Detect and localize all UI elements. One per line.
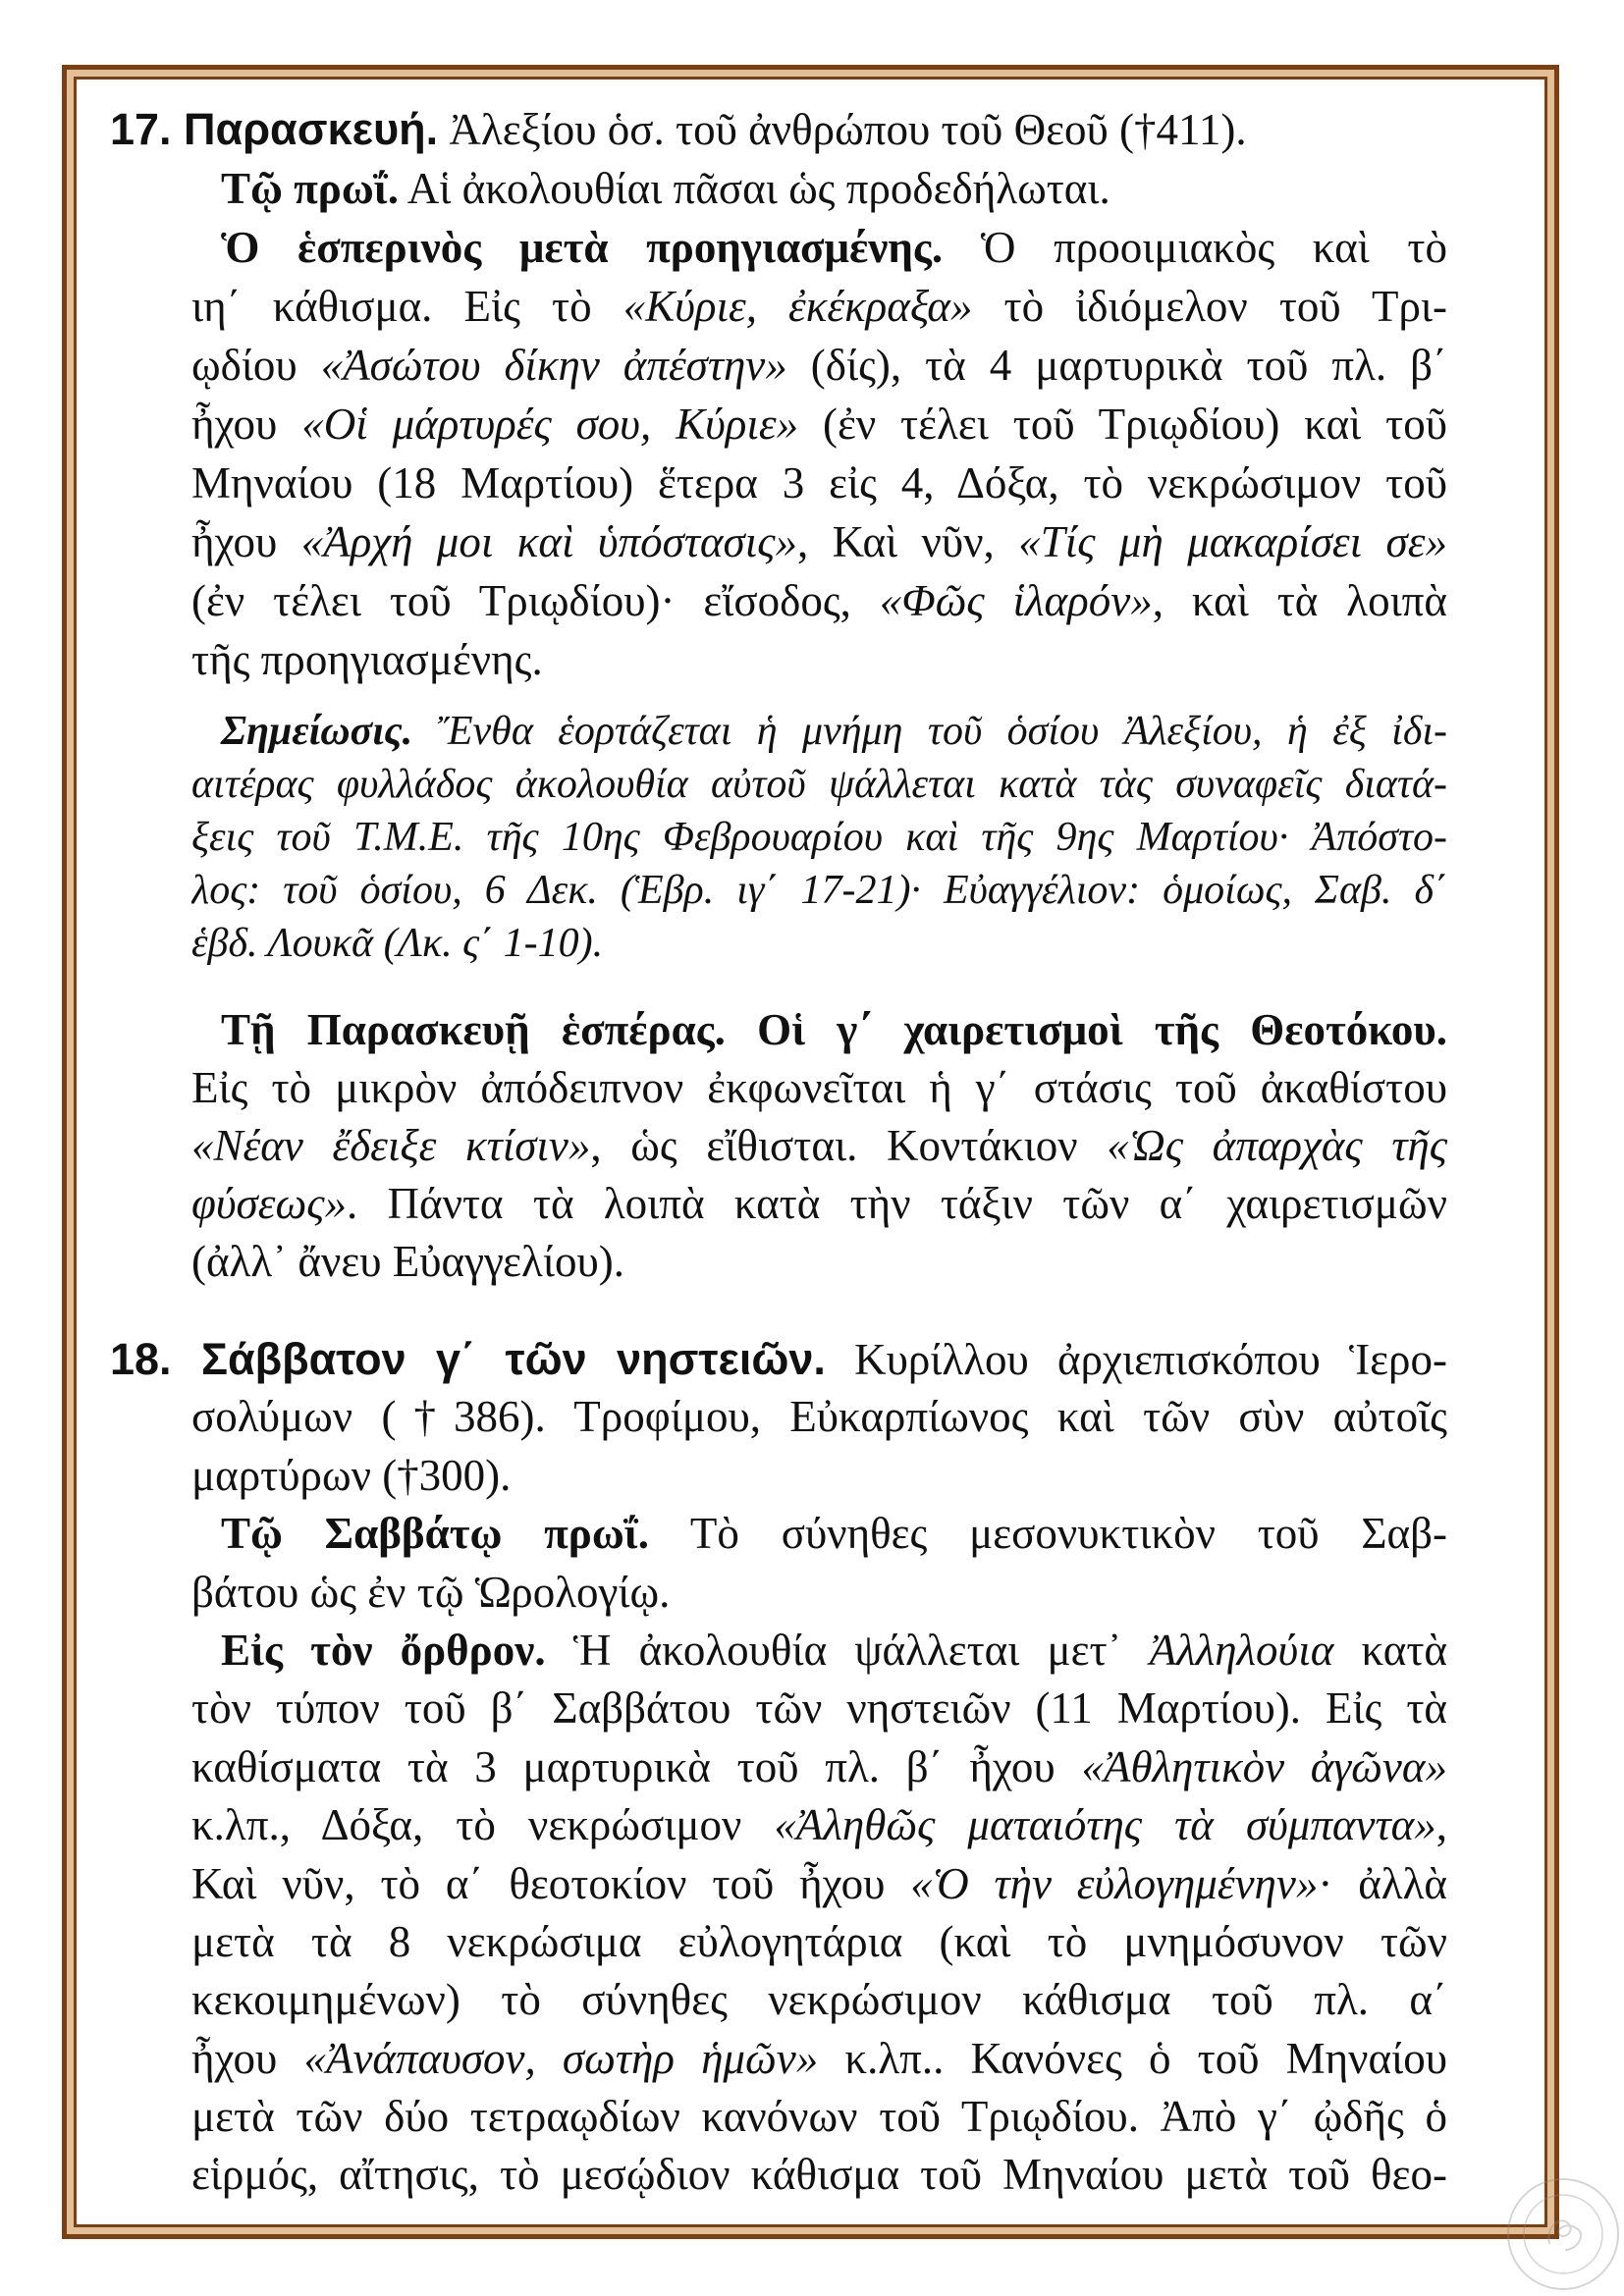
text-line	[191, 1680, 1447, 1737]
body-text: κ.λπ.. Κανόνες ὁ τοῦ Μηναίου	[818, 2033, 1447, 2083]
entry-17-note	[191, 705, 1447, 970]
stamp	[1504, 2175, 1622, 2293]
text-line	[191, 1233, 1447, 1291]
text-line	[191, 1913, 1447, 1971]
stamp-inner-ring	[1524, 2195, 1602, 2273]
text-line	[191, 2030, 1447, 2088]
document-body	[110, 100, 1447, 2205]
body-text: Καὶ νῦν, τὸ α΄ θεοτοκίον τοῦ ἦχου	[191, 1858, 911, 1908]
quotation: «Ἀρχή μοι καὶ ὑπόστασις»	[300, 517, 797, 566]
note-text: αιτέρας φυλλάδος ἀκολουθία αὐτοῦ ψάλλεται κατὰ τὰς συναφεῖς διατά-	[191, 762, 1447, 807]
text-line	[191, 571, 1447, 630]
entry-number-title: 17. Παρασκευή.	[110, 104, 439, 154]
body-text: ἦχου	[191, 2033, 304, 2083]
body-text: (ἐν τέλει τοῦ Τριῳδίου) καὶ τοῦ	[798, 400, 1447, 449]
body-text: Ἡ ἀκολουθία ψάλλεται μετ᾽	[545, 1625, 1150, 1675]
text-line	[191, 1796, 1447, 1854]
quotation: «Ἀθλητικὸν ἀγῶνα»	[1081, 1741, 1447, 1791]
body-text: (δίς), τὰ 4 μαρτυρικὰ τοῦ πλ. β΄	[786, 341, 1447, 390]
stamp-outer-ring	[1508, 2179, 1618, 2289]
body-text: Εἰς τὸ μικρὸν ἀπόδειπνον ἐκφωνεῖται ἡ γ΄ στάσις τοῦ ἀκαθίστου	[191, 1063, 1447, 1112]
body-text: σολύμων (†386). Τροφίμου, Εὐκαρπίωνος καὶ τῶν σὺν αὐτοῖς	[191, 1392, 1447, 1442]
body-text: Ὁ προοιμιακὸς καὶ τὸ	[943, 223, 1447, 272]
quotation: «Τίς μὴ μακαρίσει σε»	[1018, 517, 1447, 566]
body-text: κατὰ	[1333, 1625, 1447, 1675]
text-line	[191, 218, 1447, 277]
body-text: Κυρίλλου ἀρχιεπισκόπου Ἱερο-	[825, 1335, 1447, 1384]
note-text: ἑβδ. Λουκᾶ (Λκ. ς΄ 1-10).	[191, 921, 604, 966]
text-line	[191, 864, 1447, 917]
text-line	[191, 1117, 1447, 1175]
entry-18	[110, 1330, 1447, 2205]
body-text: ἦχου	[191, 400, 302, 449]
body-text: · ἀλλὰ	[1318, 1858, 1447, 1908]
quotation: «Ὁ τὴν εὐλογημένην»	[910, 1858, 1319, 1908]
quotation: «Φῶς ἱλαρόν»	[879, 576, 1153, 625]
body-text: , Καὶ νῦν,	[797, 517, 1019, 566]
text-line	[191, 1388, 1447, 1446]
body-text: . Πάντα τὰ λοιπὰ κατὰ τὴν τάξιν τῶν α΄ χαιρετισμῶν	[347, 1179, 1447, 1228]
text-line	[191, 630, 1447, 689]
body-text: μαρτύρων (†300).	[191, 1450, 512, 1500]
body-text: ἦχου	[191, 517, 301, 566]
stamp-emblem	[1548, 2220, 1581, 2250]
section-heading: Τῷ Σαββάτῳ πρωΐ.	[221, 1509, 649, 1559]
body-text: Μηναίου (18 Μαρτίου) ἕτερα 3 εἰς 4, Δόξα, τὸ νεκρώσιμον τοῦ	[191, 458, 1447, 507]
text-line	[110, 100, 1447, 159]
text-line	[191, 336, 1447, 395]
text-line	[191, 512, 1447, 571]
body-text: βάτου ὡς ἐν τῷ Ὡρολογίῳ.	[191, 1567, 671, 1617]
text-line	[191, 1971, 1447, 2029]
body-text: εἱρμός, αἴτησις, τὸ μεσῴδιον κάθισμα τοῦ Μηναίου μετὰ τοῦ θεο-	[191, 2150, 1447, 2200]
text-line	[191, 1001, 1447, 1059]
section-heading: Τῇ Παρασκευῇ ἑσπέρας. Οἱ γ΄ χαιρετισμοὶ τῆς Θεοτόκου.	[221, 1005, 1447, 1054]
body-text: , ὡς εἴθισται. Κοντάκιον	[590, 1121, 1108, 1170]
note-text: λος: τοῦ ὁσίου, 6 Δεκ. (Ἑβρ. ιγ΄ 17-21)· Εὐαγγέλιον: ὁμοίως, Σαβ. δ΄	[191, 868, 1447, 913]
body-text: (ἀλλ᾽ ἄνευ Εὐαγγελίου).	[191, 1237, 624, 1286]
quotation: «Ἀσώτου δίκην ἀπέστην»	[320, 341, 787, 390]
text-line	[191, 1564, 1447, 1622]
body-text: μετὰ τῶν δύο τετραῳδίων κανόνων τοῦ Τριῳδίου. Ἀπὸ γ΄ ᾠδῆς ὁ	[191, 2092, 1447, 2142]
text-line	[191, 1622, 1447, 1680]
text-line	[191, 454, 1447, 512]
section-heading: Εἰς τὸν ὄρθρον.	[221, 1625, 546, 1675]
body-text: τὸν τύπον τοῦ β΄ Σαββάτου τῶν νηστειῶν (11 Μαρτίου). Εἰς τὰ	[191, 1683, 1447, 1734]
entry-17-heading	[110, 100, 1447, 159]
entry-18-saturday-morning	[191, 1505, 1447, 1622]
text-line	[191, 758, 1447, 811]
text-line	[191, 705, 1447, 758]
quotation: «Οἱ μάρτυρές σου, Κύριε»	[301, 400, 799, 449]
quotation: «Κύριε, ἐκέκραξα»	[623, 282, 973, 331]
entry-18-heading	[110, 1330, 1447, 1505]
body-text: ῳδίου	[191, 341, 321, 390]
section-heading: Ὁ ἑσπερινὸς μετὰ προηγιασμένης.	[221, 223, 944, 272]
body-text: τῆς προηγιασμένης.	[191, 635, 543, 684]
body-text: μετὰ τὰ 8 νεκρώσιμα εὐλογητάρια (καὶ τὸ μνημόσυνον τῶν	[191, 1916, 1447, 1966]
text-line	[191, 1447, 1447, 1505]
entry-17-morning	[191, 159, 1447, 218]
body-text: ,	[1435, 1800, 1447, 1850]
text-line	[110, 1330, 1447, 1388]
quotation: «Ἀληθῶς ματαιότης τὰ σύμπαντα»	[774, 1800, 1436, 1850]
text-line	[191, 1175, 1447, 1233]
note-text: ξεις τοῦ Τ.Μ.Ε. τῆς 10ης Φεβρουαρίου καὶ τῆς 9ης Μαρτίου· Ἀπόστο-	[191, 815, 1447, 860]
text-line	[191, 159, 1447, 218]
text-line	[191, 2146, 1447, 2204]
body-text: ιη΄ κάθισμα. Εἰς τὸ	[191, 282, 623, 331]
body-text: κεκοιμημένων) τὸ σύνηθες νεκρώσιμον κάθισμα τοῦ πλ. α΄	[191, 1975, 1447, 2025]
italic-term: Ἀλληλούια	[1149, 1625, 1334, 1675]
body-text: τὸ ἰδιόμελον τοῦ Τρι-	[972, 282, 1447, 331]
note-label: Σημείωσις.	[221, 709, 413, 754]
quotation: «Ἀνάπαυσον, σωτὴρ ἡμῶν»	[303, 2033, 819, 2083]
body-text: , καὶ τὰ λοιπὰ	[1152, 576, 1447, 625]
section-heading: Τῷ πρωΐ.	[221, 164, 399, 213]
text-line	[191, 2088, 1447, 2146]
quotation: φύσεως»	[191, 1179, 348, 1228]
body-text: Αἱ ἀκολουθίαι πᾶσαι ὡς προδεδήλωται.	[399, 164, 1110, 213]
text-line	[191, 1059, 1447, 1117]
quotation: «Ὡς ἀπαρχὰς τῆς	[1107, 1121, 1447, 1170]
text-line	[191, 277, 1447, 336]
body-text: καθίσματα τὰ 3 μαρτυρικὰ τοῦ πλ. β΄ ἦχου	[191, 1741, 1082, 1791]
entry-17-vespers	[191, 218, 1447, 689]
note-text: Ἔνθα ἑορτάζεται ἡ μνήμη τοῦ ὁσίου Ἀλεξίου, ἡ ἐξ ἰδι-	[412, 709, 1447, 754]
text-line	[191, 395, 1447, 454]
entry-17-evening	[191, 1001, 1447, 1291]
text-line	[191, 811, 1447, 864]
body-text: Ἀλεξίου ὁσ. τοῦ ἀνθρώπου τοῦ Θεοῦ (†411).	[438, 105, 1247, 154]
text-line	[191, 917, 1447, 970]
entry-number-title: 18. Σάββατον γ΄ τῶν νηστειῶν.	[110, 1334, 826, 1384]
text-line	[191, 1505, 1447, 1563]
body-text: (ἐν τέλει τοῦ Τριῳδίου)· εἴσοδος,	[191, 576, 880, 625]
entry-18-orthros	[191, 1622, 1447, 2205]
body-text: Τὸ σύνηθες μεσονυκτικὸν τοῦ Σαβ-	[648, 1509, 1447, 1559]
text-line	[191, 1855, 1447, 1913]
body-text: κ.λπ., Δόξα, τὸ νεκρώσιμον	[191, 1800, 775, 1850]
quotation: «Νέαν ἔδειξε κτίσιν»	[191, 1121, 591, 1170]
text-line	[191, 1738, 1447, 1796]
